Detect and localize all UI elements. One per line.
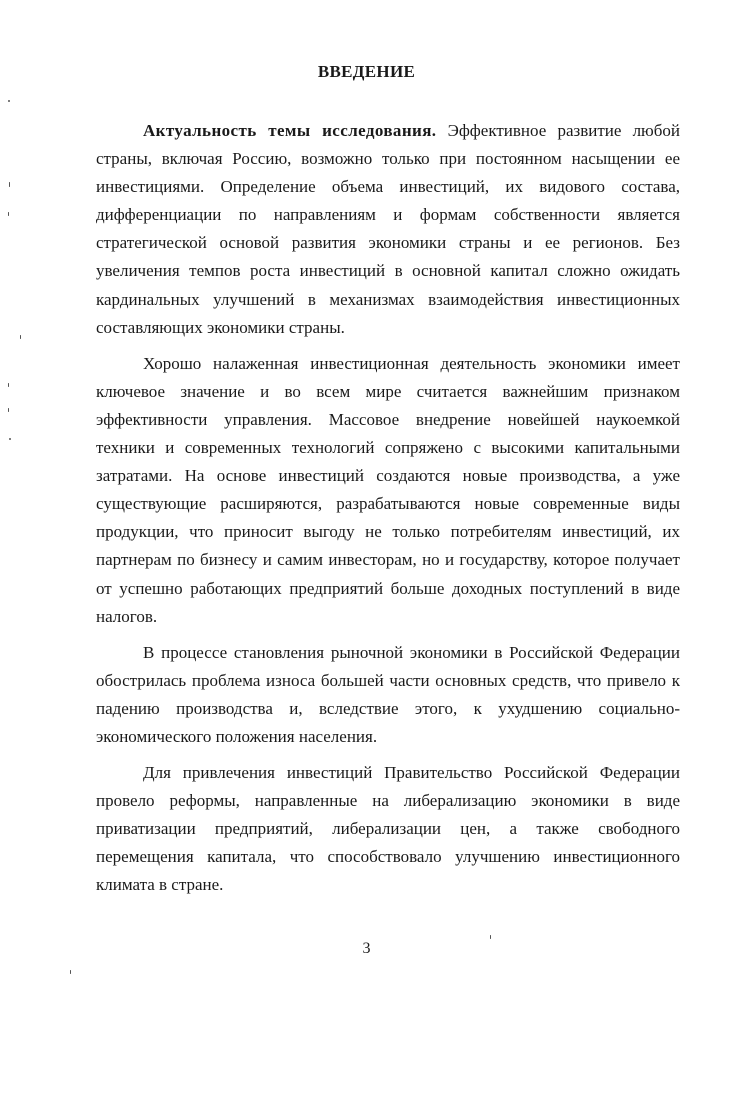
scan-speck	[8, 408, 9, 412]
scan-speck	[490, 935, 491, 939]
scan-speck	[8, 212, 9, 216]
paragraph-lead: Актуальность темы исследования.	[143, 121, 437, 140]
paragraph-government-reforms: Для привлечения инвестиций Правительство Российской Федерации провело реформы, направленные на либерализацию экономики в виде приватизации предприятий, либерализации цен, а также свободного перемещения капитала, что способствовало улучшению инвестиционного климата в стране.	[96, 763, 680, 895]
page-title: ВВЕДЕНИЕ	[317, 62, 416, 81]
scan-speck	[8, 383, 9, 387]
scan-speck	[9, 182, 10, 187]
paragraph-relevance	[96, 117, 680, 342]
scan-speck	[20, 335, 21, 339]
document-body	[96, 117, 680, 908]
scan-speck	[8, 100, 10, 102]
scan-speck	[9, 438, 11, 440]
paragraph-investment-activity: Хорошо налаженная инвестиционная деятельность экономики имеет ключевое значение и во всем мире считается важнейшим признаком эффективности управления. Массовое внедрение новейшей наукоемкой техники и современных технологий сопряжено с высокими капитальными затратами. На основе инвестиций создаются новые производства, а уже существующие расширяются, разрабатываются новые современные виды продукции, что приносит выгоду не только потребителям инвестиций, их партнерам по бизнесу и самим инвесторам, но и государству, которое получает от успешно работающих предприятий больше доходных поступлений в виде налогов.	[96, 353, 680, 626]
paragraph-text: Эффективное развитие любой страны, включая Россию, возможно только при постоянном насыщении ее инвестициями. Определение объема инвестиций, их видового состава, дифференциации по направлениям и формам собственности является стратегической основой развития экономики страны и ее регионов. Без увеличения темпов роста инвестиций в основной капитал сложно ожидать кардинальных улучшений в механизмах взаимодействия инвестиционных составляющих экономики страны.	[96, 121, 681, 337]
scan-speck	[70, 970, 71, 974]
paragraph-market-economy: В процессе становления рыночной экономики в Российской Федерации обострилась проблема износа большей части основных средств, что привело к падению производства и, вследствие этого, к ухудшению социально-экономического положения населения.	[96, 642, 680, 746]
page-number: 3	[362, 940, 371, 957]
